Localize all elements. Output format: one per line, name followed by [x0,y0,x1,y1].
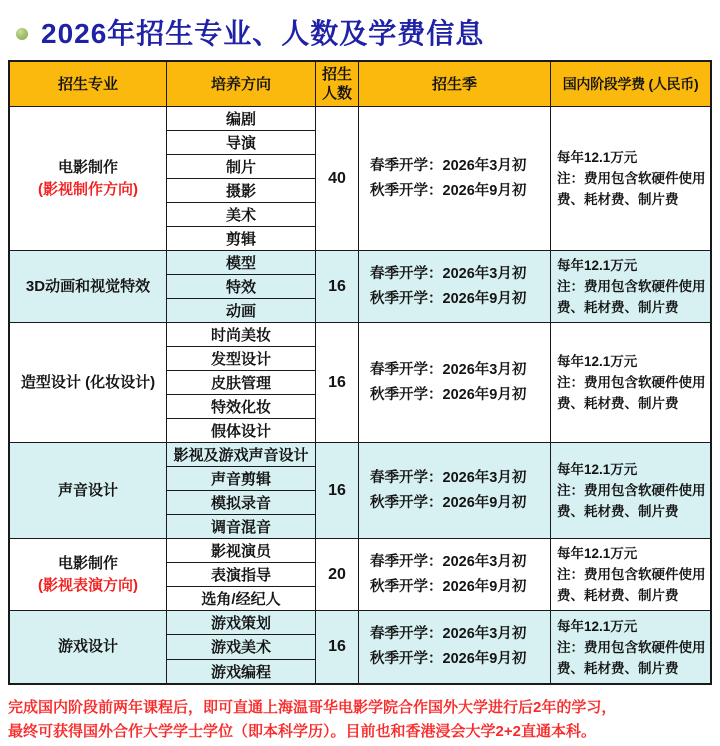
major-name: 3D动画和视觉特效 [25,277,151,295]
tuition-cell [551,251,710,322]
tuition-line: 注：费用包含软硬件使用费、耗材费、制片费 [557,171,706,207]
tuition-cell [551,443,710,538]
season-cell [359,251,551,322]
tuition-line: 每年12.1万元 [557,462,638,477]
tuition-line: 注：费用包含软硬件使用费、耗材费、制片费 [557,375,706,411]
directions-cell [167,443,316,538]
table-row [10,443,710,539]
page-title: 2026年招生专业、人数及学费信息 [41,18,485,49]
season-cell [359,443,551,538]
enrollment-count: 20 [316,539,359,610]
season-line: 秋季开学：2026年9月初 [370,578,527,595]
season-cell [359,539,551,610]
direction-item: 编剧 [167,107,315,131]
header-tuition: 国内阶段学费 (人民币) [562,75,699,92]
direction-item: 特效化妆 [167,395,315,419]
table-row [10,611,710,683]
direction-item: 选角/经纪人 [201,591,281,608]
tuition-cell [551,611,710,683]
season-line: 春季开学：2026年3月初 [370,361,527,378]
enrollment-count: 16 [316,443,359,538]
enrollment-table [8,60,712,685]
header-major: 招生专业 [10,62,167,106]
major-name: 造型设计 (化妆设计) [20,373,156,391]
direction-item: 模型 [167,251,315,275]
footer-line-1: 完成国内阶段前两年课程后，即可直通上海温哥华电影学院合作国外大学进行后2年的学习， [8,699,617,716]
major-name: 游戏设计 [57,638,118,655]
season-line: 春季开学：2026年3月初 [370,626,527,642]
directions-cell [167,539,316,610]
season-line: 秋季开学：2026年9月初 [370,651,527,667]
season-line: 秋季开学：2026年9月初 [370,386,527,403]
enrollment-count: 16 [316,251,359,322]
direction-item: 皮肤管理 [167,371,315,395]
direction-item: 声音剪辑 [167,467,315,491]
enrollment-count: 16 [316,323,359,442]
enrollment-count: 16 [316,611,359,683]
season-cell [359,323,551,442]
tuition-cell [551,107,710,250]
major-cell [10,611,167,683]
direction-item: 调音混音 [210,519,271,536]
enrollment-count: 40 [316,107,359,250]
direction-item: 影视及游戏声音设计 [167,443,315,467]
directions-cell [167,107,316,250]
table-body [10,107,710,683]
table-row [10,539,710,611]
table-row [10,251,710,323]
direction-item: 游戏美术 [167,635,315,659]
tuition-line: 每年12.1万元 [557,354,638,369]
header-season: 招生季 [359,62,551,106]
table-row [10,107,710,251]
tuition-line: 每年12.1万元 [557,150,638,165]
direction-item: 摄影 [167,179,315,203]
tuition-line: 每年12.1万元 [557,618,638,634]
direction-item: 导演 [167,131,315,155]
major-cell [10,539,167,610]
season-line: 春季开学：2026年3月初 [370,265,527,282]
direction-item: 美术 [167,203,315,227]
major-cell [10,323,167,442]
major-name: 电影制作 [57,158,118,176]
tuition-line: 每年12.1万元 [557,546,638,561]
green-dot-icon [16,28,28,40]
major-cell [10,251,167,322]
major-name: 声音设计 [57,481,118,499]
header-count: 招生 人数 [316,62,359,106]
table-row [10,323,710,443]
major-cell [10,107,167,250]
direction-item: 表演指导 [167,563,315,587]
directions-cell [167,323,316,442]
season-line: 春季开学：2026年3月初 [370,157,527,174]
footer-note [8,696,712,744]
season-line: 秋季开学：2026年9月初 [370,494,527,511]
season-cell [359,107,551,250]
direction-item: 制片 [167,155,315,179]
direction-item: 模拟录音 [167,491,315,515]
page-header [0,0,720,51]
season-line: 秋季开学：2026年9月初 [370,290,527,307]
direction-item: 发型设计 [167,347,315,371]
directions-cell [167,251,316,322]
tuition-line: 每年12.1万元 [557,258,638,273]
directions-cell [167,611,316,683]
season-line: 秋季开学：2026年9月初 [370,182,527,199]
direction-item: 动画 [225,303,256,320]
direction-item: 影视演员 [167,539,315,563]
major-name: 电影制作 [57,554,118,572]
table-header-row [10,62,710,107]
season-cell [359,611,551,683]
major-cell [10,443,167,538]
tuition-line: 注：费用包含软硬件使用费、耗材费、制片费 [557,639,706,676]
tuition-cell [551,323,710,442]
direction-item: 游戏策划 [167,611,315,635]
season-line: 春季开学：2026年3月初 [370,469,527,486]
tuition-line: 注：费用包含软硬件使用费、耗材费、制片费 [557,279,706,315]
tuition-line: 注：费用包含软硬件使用费、耗材费、制片费 [557,483,706,519]
season-line: 春季开学：2026年3月初 [370,553,527,570]
direction-item: 时尚美妆 [167,323,315,347]
major-subtitle: (影视制作方向) [38,180,138,198]
footer-line-2: 最终可获得国外合作大学学士学位（即本科学历）。目前也和香港浸会大学2+2直通本科。 [8,723,596,740]
tuition-line: 注：费用包含软硬件使用费、耗材费、制片费 [557,567,706,603]
header-direction: 培养方向 [167,62,316,106]
direction-item: 假体设计 [210,423,271,440]
direction-item: 剪辑 [225,231,256,248]
tuition-cell [551,539,710,610]
direction-item: 游戏编程 [210,663,271,681]
major-subtitle: (影视表演方向) [38,576,138,594]
direction-item: 特效 [167,275,315,299]
